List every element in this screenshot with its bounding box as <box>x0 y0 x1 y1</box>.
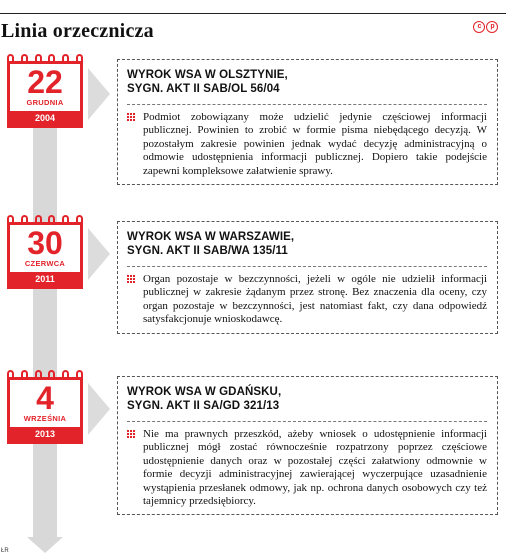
divider <box>127 266 487 267</box>
calendar-year: 2013 <box>10 427 80 441</box>
calendar-day: 22 <box>27 64 63 100</box>
ruling-title <box>127 230 487 258</box>
pointer-arrow-icon <box>88 228 110 280</box>
timeline-arrow-icon <box>27 537 63 553</box>
ruling-signature: SYGN. AKT II SAB/WA 135/11 <box>127 245 288 257</box>
ruling-court: WYROK WSA W WARSZAWIE, <box>127 231 295 243</box>
calendar-year: 2004 <box>10 111 80 125</box>
ruling-court: WYROK WSA W GDAŃSKU, <box>127 386 282 398</box>
ruling-card <box>117 221 498 334</box>
calendar-date-2 <box>7 213 83 289</box>
timeline-line <box>33 90 57 538</box>
ruling-card <box>117 59 498 185</box>
top-rule <box>0 13 506 14</box>
ruling-title <box>127 68 487 96</box>
pointer-arrow-icon <box>88 68 110 120</box>
calendar-month: CZERWCA <box>24 259 66 268</box>
page-title: Linia orzecznicza <box>1 20 154 42</box>
ruling-text: Nie ma prawnych przeszkód, ażeby wniosek o udostępnienie informacji publicznej mógł zostać równocześnie rozpatrzony poprzez częściowe udostępnienie danych oraz w pozostałej części załatwiony odmownie w formie decyzji administracyjnej zawierającej wyczerpujące uzasadnienie wystąpienia przesłanek odmowy, jak np. ochrona danych osobowych czy też tajemnicy przedsiębiorcy. <box>127 428 487 508</box>
ruling-card <box>117 376 498 515</box>
divider <box>127 104 487 105</box>
ruling-text: Organ pozostaje w bezczynności, jeżeli w ogóle nie udzielił informacji publicznej w zakresie żądanym przez stronę. Bez znaczenia dla oceny, czy organ pozostaje w bezczynności, jest natomiast fakt, czy dana odpowiedź satysfakcjonuje wnioskodawcę. <box>127 273 487 327</box>
ruling-text: Podmiot zobowiązany może udzielić jedynie częściowej informacji publicznej. Powinien to zrobić w formie pisma niebędącego decyzją. W pozostałym zakresie powinien jednak wydać decyzję administracyjną o odmowie udostępnienia informacji publicznej. Dopiero takie podejście zapewni kompleksowe załatwienie sprawy. <box>127 111 487 178</box>
grid-bullet-icon <box>127 275 136 284</box>
ruling-court: WYROK WSA W OLSZTYNIE, <box>127 69 288 81</box>
calendar-month: WRZEŚNIA <box>23 414 67 423</box>
grid-bullet-icon <box>127 430 136 439</box>
divider <box>127 421 487 422</box>
calendar-day: 30 <box>27 225 63 261</box>
calendar-date-3 <box>7 368 83 444</box>
calendar-day: 4 <box>36 380 54 416</box>
ruling-title <box>127 385 487 413</box>
calendar-year: 2011 <box>10 272 80 286</box>
author-credit: ŁR <box>1 548 9 554</box>
ruling-signature: SYGN. AKT II SAB/OL 56/04 <box>127 83 280 95</box>
calendar-month: GRUDNIA <box>26 98 64 107</box>
pointer-arrow-icon <box>88 383 110 435</box>
cc-license-icon: c p <box>472 20 498 33</box>
calendar-date-1 <box>7 52 83 128</box>
ruling-signature: SYGN. AKT II SA/GD 321/13 <box>127 400 280 412</box>
grid-bullet-icon <box>127 113 136 122</box>
